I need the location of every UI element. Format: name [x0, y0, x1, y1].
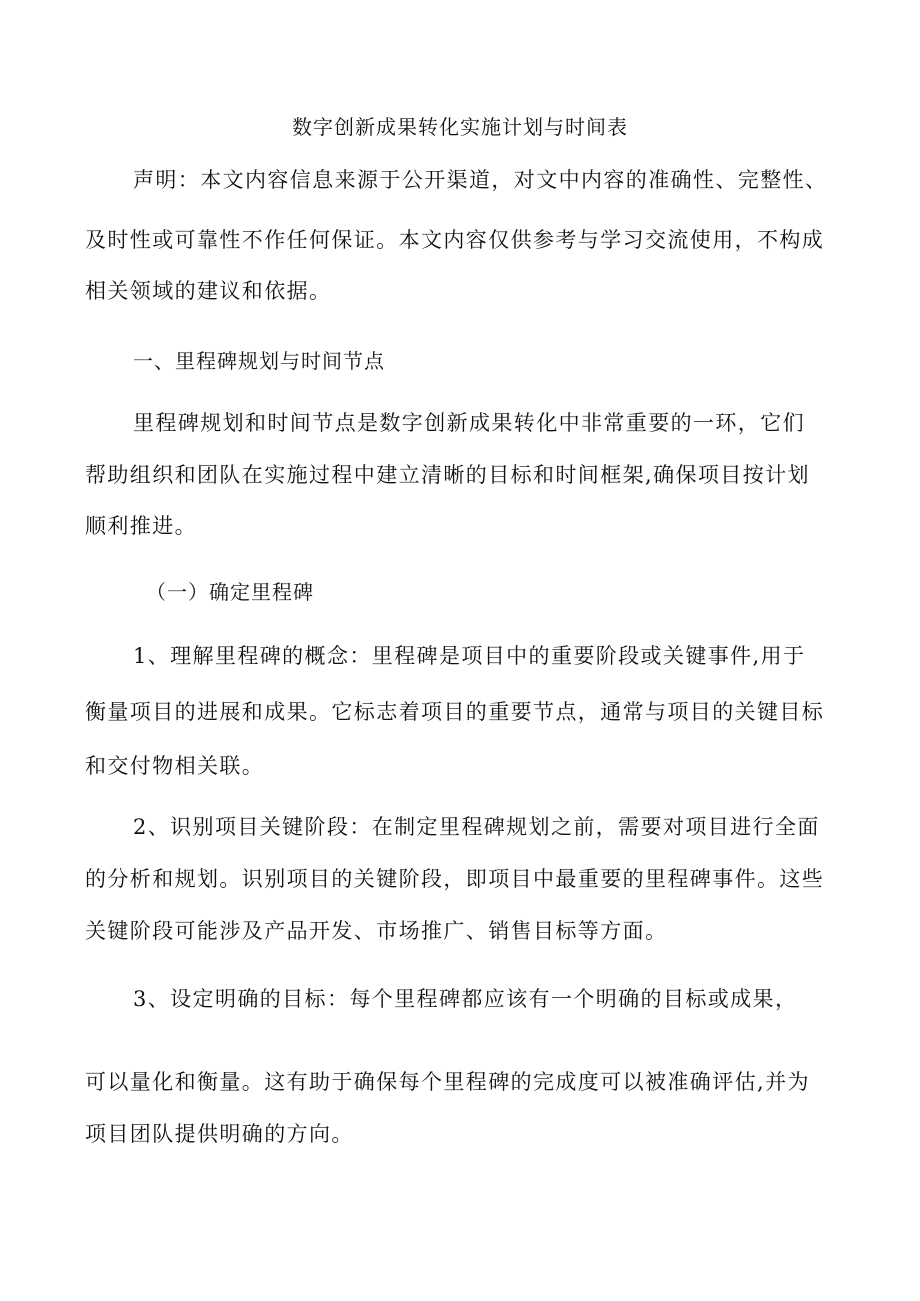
item1-line-1: 1、理解里程碑的概念：里程碑是项目中的重要阶段或关键事件,用于: [133, 644, 806, 668]
item1-line-2: 衡量项目的进展和成果。它标志着项目的重要节点，通常与项目的关键目标: [85, 700, 825, 724]
disclaimer-line-3: 相关领域的建议和依据。: [85, 279, 332, 303]
subsection-heading-1: （一）确定里程碑: [146, 580, 314, 604]
item3-line-2: 可以量化和衡量。这有助于确保每个里程碑的完成度可以被准确评估,并为: [85, 1070, 810, 1094]
disclaimer-line-2: 及时性或可靠性不作任何保证。本文内容仅供参考与学习交流使用，不构成: [85, 228, 825, 252]
item3-line-3: 项目团队提供明确的方向。: [85, 1122, 354, 1146]
document-title: 数字创新成果转化实施计划与时间表: [292, 115, 628, 139]
item2-line-2: 的分析和规划。识别项目的关键阶段，即项目中最重要的里程碑事件。这些: [85, 867, 825, 891]
disclaimer-line-1: 声明：本文内容信息来源于公开渠道，对文中内容的准确性、完整性、: [133, 168, 828, 192]
section-heading-1: 一、里程碑规划与时间节点: [133, 349, 385, 373]
intro-line-3: 顺利推进。: [85, 514, 197, 538]
intro-line-1: 里程碑规划和时间节点是数字创新成果转化中非常重要的一环，它们: [133, 411, 805, 435]
item2-line-1: 2、识别项目关键阶段：在制定里程碑规划之前，需要对项目进行全面: [133, 815, 820, 839]
item1-line-3: 和交付物相关联。: [85, 754, 265, 778]
intro-line-2: 帮助组织和团队在实施过程中建立清晰的目标和时间框架,确保项目按计划: [85, 463, 810, 487]
item3-line-1: 3、设定明确的目标：每个里程碑都应该有一个明确的目标或成果，: [133, 987, 798, 1011]
item2-line-3: 关键阶段可能涉及产品开发、市场推广、销售目标等方面。: [85, 919, 668, 943]
